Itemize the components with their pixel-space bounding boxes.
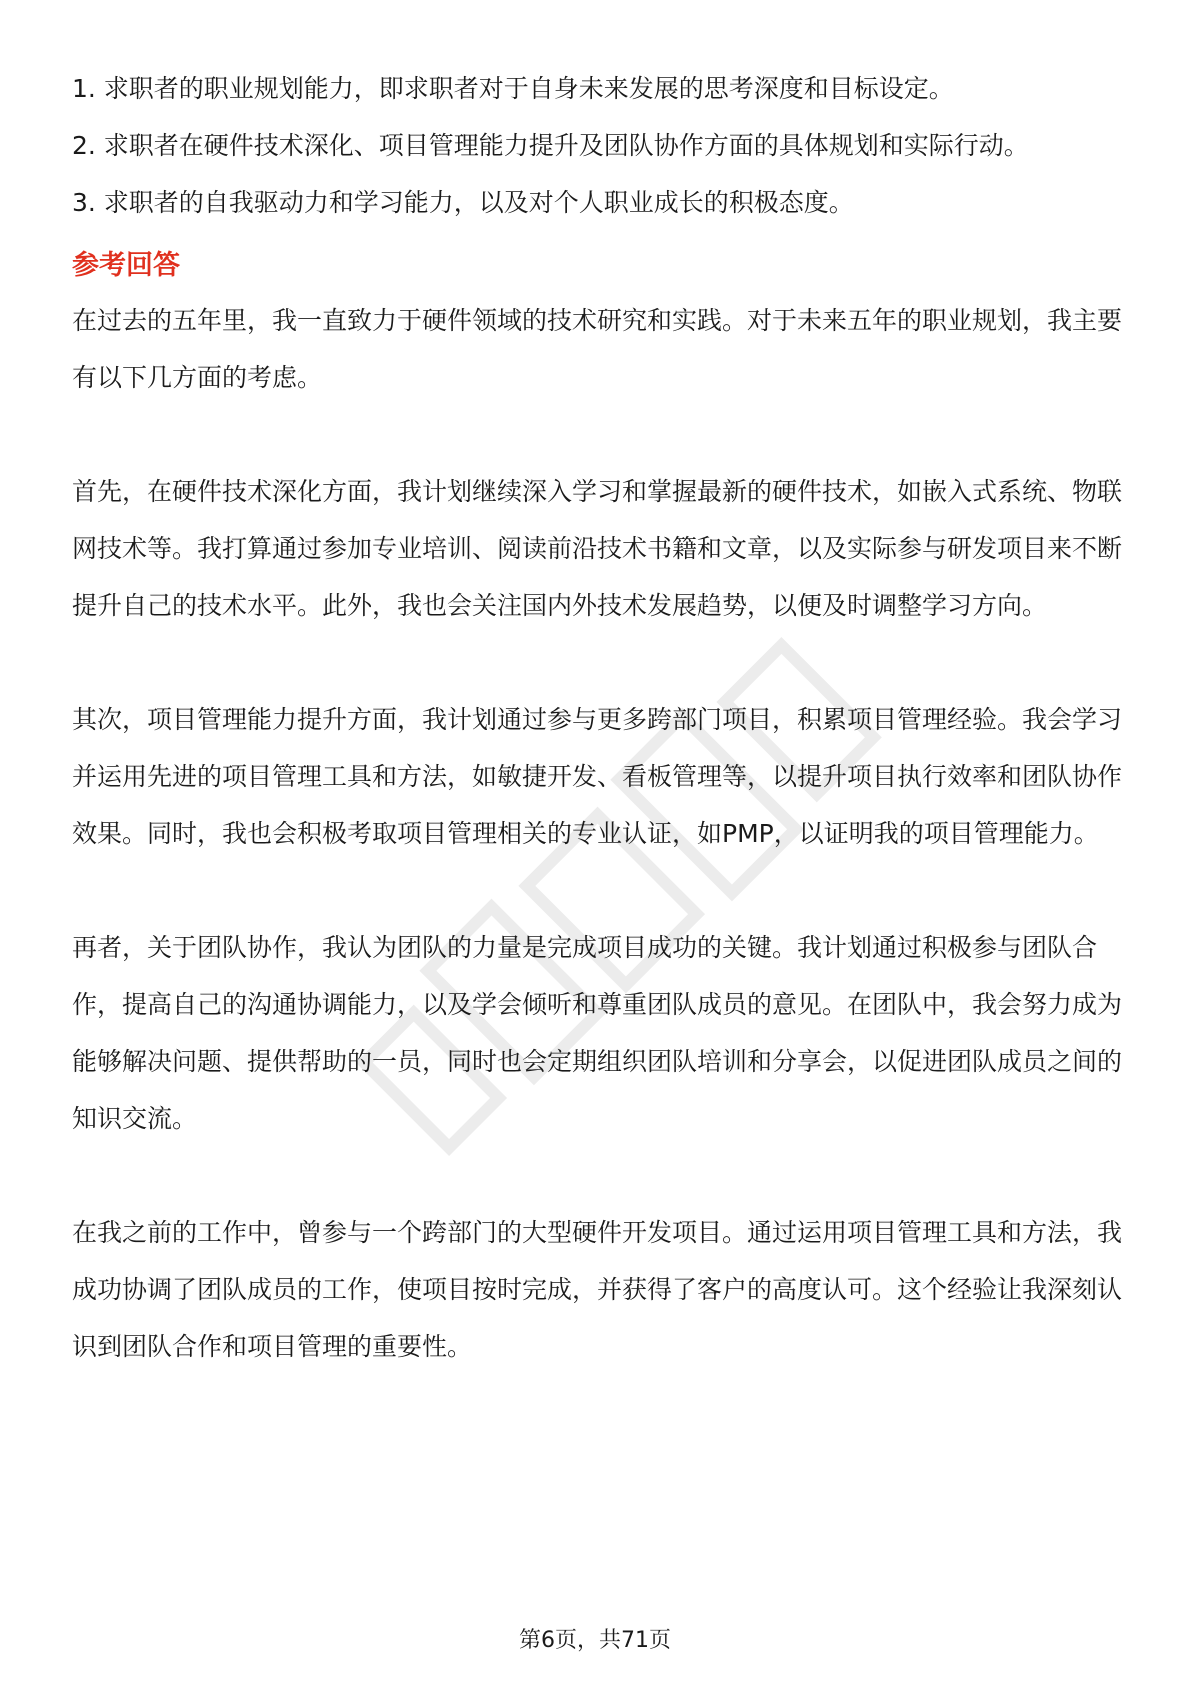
criteria-list [72,60,1122,231]
criteria-item: 2. 求职者在硬件技术深化、项目管理能力提升及团队协作方面的具体规划和实际行动。 [72,131,1029,160]
answer-paragraph: 首先，在硬件技术深化方面，我计划继续深入学习和掌握最新的硬件技术，如嵌入式系统、物联网技术等。我打算通过参加专业培训、阅读前沿技术书籍和文章，以及实际参与研发项目来不断提升自己的技术水平。此外，我也会关注国内外技术发展趋势，以便及时调整学习方向。 [72,477,1123,620]
answer-paragraph: 在我之前的工作中，曾参与一个跨部门的大型硬件开发项目。通过运用项目管理工具和方法，我成功协调了团队成员的工作，使项目按时完成，并获得了客户的高度认可。这个经验让我深刻认识到团队合作和项目管理的重要性。 [72,1218,1123,1361]
answer-paragraph: 其次，项目管理能力提升方面，我计划通过参与更多跨部门项目，积累项目管理经验。我会学习并运用先进的项目管理工具和方法，如敏捷开发、看板管理等，以提升项目执行效率和团队协作效果。同时，我也会积极考取项目管理相关的专业认证，如PMP，以证明我的项目管理能力。 [72,705,1123,848]
page-indicator: 第6页，共71页 [519,1628,671,1653]
answer-paragraph: 在过去的五年里，我一直致力于硬件领域的技术研究和实践。对于未来五年的职业规划，我主要有以下几方面的考虑。 [72,306,1123,392]
document-page [72,60,1122,1375]
answer-paragraph: 再者，关于团队协作，我认为团队的力量是完成项目成功的关键。我计划通过积极参与团队合作，提高自己的沟通协调能力，以及学会倾听和尊重团队成员的意见。在团队中，我会努力成为能够解决问题、提供帮助的一员，同时也会定期组织团队培训和分享会，以促进团队成员之间的知识交流。 [72,933,1123,1133]
reference-answer-heading: 参考回答 [72,250,180,281]
criteria-item: 1. 求职者的职业规划能力，即求职者对于自身未来发展的思考深度和目标设定。 [72,74,954,103]
criteria-item: 3. 求职者的自我驱动力和学习能力，以及对个人职业成长的积极态度。 [72,188,854,217]
